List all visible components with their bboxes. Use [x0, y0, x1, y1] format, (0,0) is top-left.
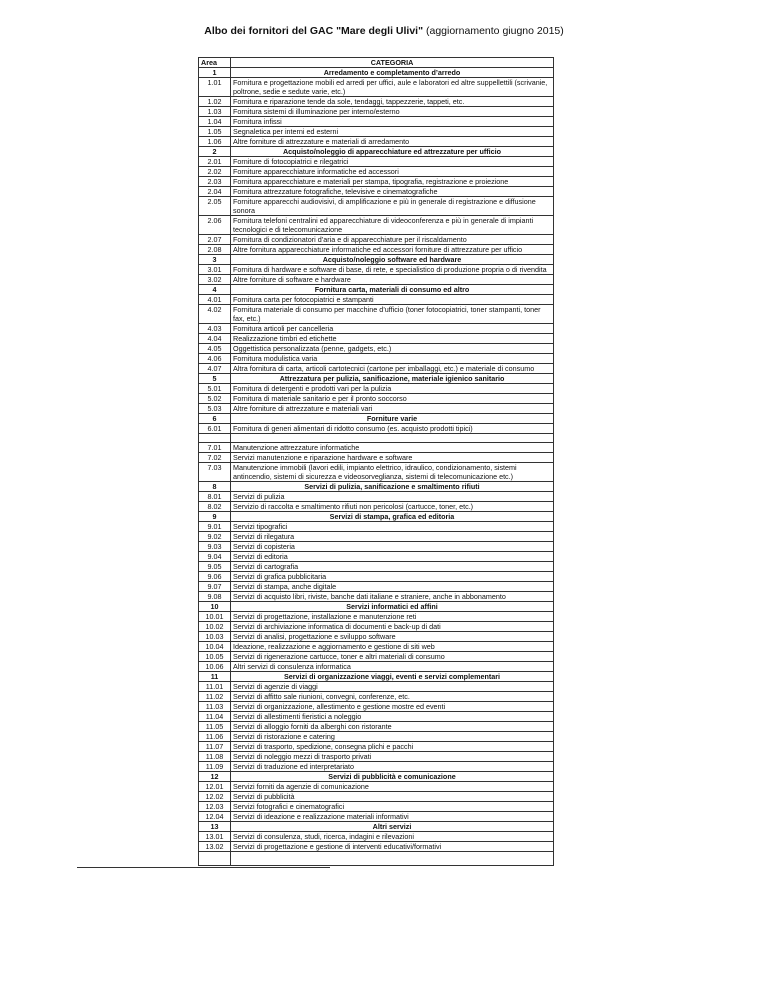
area-code: 5.02	[199, 394, 231, 404]
category-description: Forniture di fotocopiatrici e rilegatrici	[231, 157, 554, 167]
category-description: Servizi di progettazione e gestione di interventi educativi/formativi	[231, 842, 554, 852]
section-row	[199, 482, 554, 492]
category-description: Servizi di acquisto libri, riviste, banche dati italiane e straniere, anche in abbonamento	[231, 592, 554, 602]
blank-row	[199, 434, 554, 443]
category-description: Fornitura infissi	[231, 117, 554, 127]
section-row	[199, 602, 554, 612]
category-description: Servizi di consulenza, studi, ricerca, indagini e rilevazioni	[231, 832, 554, 842]
category-description: Manutenzione immobili (lavori edili, impianto elettrico, idraulico, condizionamento, sistemi antincendio, sistemi di sicurezza e videosorveglianza, sistemi di telecomunicazione etc.)	[231, 463, 554, 482]
section-row	[199, 512, 554, 522]
area-code: 9.03	[199, 542, 231, 552]
area-code: 10.04	[199, 642, 231, 652]
table-row	[199, 177, 554, 187]
category-description: Fornitura materiale di consumo per macchine d’ufficio (toner fotocopiatrici, toner stampanti, toner fax, etc.)	[231, 305, 554, 324]
category-description: Servizi di analisi, progettazione e sviluppo software	[231, 632, 554, 642]
category-description: Fornitura di detergenti e prodotti vari per la pulizia	[231, 384, 554, 394]
area-code: 7.03	[199, 463, 231, 482]
area-code: 4.03	[199, 324, 231, 334]
table-row	[199, 344, 554, 354]
section-title: Altri servizi	[231, 822, 554, 832]
table-row	[199, 137, 554, 147]
section-title: Acquisto/noleggio software ed hardware	[231, 255, 554, 265]
section-row	[199, 147, 554, 157]
table-row	[199, 463, 554, 482]
table-row	[199, 394, 554, 404]
area-code: 12.02	[199, 792, 231, 802]
category-description: Fornitura articoli per cancelleria	[231, 324, 554, 334]
area-code: 4.04	[199, 334, 231, 344]
category-description: Fornitura sistemi di illuminazione per interno/esterno	[231, 107, 554, 117]
table-row	[199, 107, 554, 117]
category-description: Servizi di cartografia	[231, 562, 554, 572]
area-code: 4.05	[199, 344, 231, 354]
category-description: Forniture apparecchiature informatiche ed accessori	[231, 167, 554, 177]
category-description: Servizi di archiviazione informatica di documenti e back-up di dati	[231, 622, 554, 632]
category-description: Fornitura di materiale sanitario e per il pronto soccorso	[231, 394, 554, 404]
section-row	[199, 255, 554, 265]
area-code: 1.03	[199, 107, 231, 117]
area-code: 4.06	[199, 354, 231, 364]
category-description: Servizi di rilegatura	[231, 532, 554, 542]
table-row	[199, 542, 554, 552]
section-title: Servizi informatici ed affini	[231, 602, 554, 612]
table-row	[199, 632, 554, 642]
category-description: Fornitura di generi alimentari di ridotto consumo (es. acquisto prodotti tipici)	[231, 424, 554, 434]
title-sub: (aggiornamento giugno 2015)	[423, 25, 564, 37]
table-row	[199, 404, 554, 414]
category-description: Manutenzione attrezzature informatiche	[231, 443, 554, 453]
section-number: 5	[199, 374, 231, 384]
area-code: 7.02	[199, 453, 231, 463]
table-row	[199, 187, 554, 197]
area-code	[199, 852, 231, 866]
area-code: 12.01	[199, 782, 231, 792]
category-table	[198, 57, 554, 866]
section-row	[199, 374, 554, 384]
area-code: 10.05	[199, 652, 231, 662]
area-code: 2.04	[199, 187, 231, 197]
area-code: 3.01	[199, 265, 231, 275]
area-code: 9.04	[199, 552, 231, 562]
table-row	[199, 802, 554, 812]
table-row	[199, 842, 554, 852]
blank-row	[199, 852, 554, 866]
table-row	[199, 762, 554, 772]
section-number: 13	[199, 822, 231, 832]
table-row	[199, 532, 554, 542]
table-row	[199, 275, 554, 285]
section-number: 2	[199, 147, 231, 157]
category-description: Forniture apparecchi audiovisivi, di amplificazione e più in generale di registrazione e diffusione sonora	[231, 197, 554, 216]
area-code: 4.01	[199, 295, 231, 305]
table-row	[199, 572, 554, 582]
table-row	[199, 235, 554, 245]
area-code: 1.06	[199, 137, 231, 147]
section-number: 10	[199, 602, 231, 612]
category-description: Oggettistica personalizzata (penne, gadgets, etc.)	[231, 344, 554, 354]
area-code: 5.01	[199, 384, 231, 394]
area-code: 10.03	[199, 632, 231, 642]
table-row	[199, 502, 554, 512]
table-row	[199, 443, 554, 453]
table-row	[199, 167, 554, 177]
category-table-wrapper	[198, 57, 554, 866]
category-description: Altre fornitura apparecchiature informatiche ed accessori forniture di attrezzature per ufficio	[231, 245, 554, 255]
category-description: Fornitura di hardware e software di base, di rete, e specialistico di produzione propria o di rivendita	[231, 265, 554, 275]
section-title: Attrezzatura per pulizia, sanificazione, materiale igienico sanitario	[231, 374, 554, 384]
section-number: 12	[199, 772, 231, 782]
title-main: Albo dei fornitori del GAC "Mare degli Ulivi"	[204, 25, 424, 37]
area-code: 5.03	[199, 404, 231, 414]
category-description: Servizi di alloggio forniti da alberghi con ristorante	[231, 722, 554, 732]
category-description: Servizi di affitto sale riunioni, convegni, conferenze, etc.	[231, 692, 554, 702]
area-code: 1.02	[199, 97, 231, 107]
area-code: 1.04	[199, 117, 231, 127]
table-row	[199, 652, 554, 662]
section-title: Arredamento e completamento d’arredo	[231, 68, 554, 78]
area-code	[199, 434, 231, 443]
table-row	[199, 492, 554, 502]
category-description: Servizi di noleggio mezzi di trasporto privati	[231, 752, 554, 762]
table-row	[199, 78, 554, 97]
category-description	[231, 434, 554, 443]
area-code: 2.03	[199, 177, 231, 187]
category-description	[231, 852, 554, 866]
area-code: 9.05	[199, 562, 231, 572]
table-row	[199, 582, 554, 592]
area-code: 2.06	[199, 216, 231, 235]
table-row	[199, 682, 554, 692]
section-title: Acquisto/noleggio di apparecchiature ed attrezzature per ufficio	[231, 147, 554, 157]
category-description: Altri servizi di consulenza informatica	[231, 662, 554, 672]
area-code: 11.02	[199, 692, 231, 702]
area-code: 9.01	[199, 522, 231, 532]
table-row	[199, 157, 554, 167]
area-code: 9.08	[199, 592, 231, 602]
table-row	[199, 97, 554, 107]
category-description: Altre forniture di attrezzature e materiali vari	[231, 404, 554, 414]
table-row	[199, 216, 554, 235]
area-code: 1.05	[199, 127, 231, 137]
category-description: Servizi di editoria	[231, 552, 554, 562]
category-description: Fornitura di condizionatori d’aria e di apparecchiature per il riscaldamento	[231, 235, 554, 245]
section-title: Servizi di stampa, grafica ed editoria	[231, 512, 554, 522]
section-number: 3	[199, 255, 231, 265]
area-code: 2.02	[199, 167, 231, 177]
table-row	[199, 197, 554, 216]
table-row	[199, 364, 554, 374]
category-description: Servizi fotografici e cinematografici	[231, 802, 554, 812]
area-code: 13.01	[199, 832, 231, 842]
section-title: Fornitura carta, materiali di consumo ed altro	[231, 285, 554, 295]
table-row	[199, 812, 554, 822]
table-row	[199, 782, 554, 792]
table-row	[199, 354, 554, 364]
category-description: Servizi forniti da agenzie di comunicazione	[231, 782, 554, 792]
table-row	[199, 742, 554, 752]
section-row	[199, 772, 554, 782]
category-description: Servizi di ideazione e realizzazione materiali informativi	[231, 812, 554, 822]
table-row	[199, 305, 554, 324]
table-row	[199, 622, 554, 632]
area-code: 11.06	[199, 732, 231, 742]
table-header-row	[199, 58, 554, 68]
category-description: Altre forniture di attrezzature e materiali di arredamento	[231, 137, 554, 147]
category-description: Altre forniture di software e hardware	[231, 275, 554, 285]
table-row	[199, 752, 554, 762]
table-row	[199, 117, 554, 127]
section-number: 6	[199, 414, 231, 424]
table-row	[199, 592, 554, 602]
area-code: 3.02	[199, 275, 231, 285]
area-code: 11.08	[199, 752, 231, 762]
area-code: 8.01	[199, 492, 231, 502]
category-description: Servizi di pubblicità	[231, 792, 554, 802]
area-code: 11.01	[199, 682, 231, 692]
category-description: Servizi di ristorazione e catering	[231, 732, 554, 742]
section-number: 1	[199, 68, 231, 78]
category-description: Ideazione, realizzazione e aggiornamento e gestione di siti web	[231, 642, 554, 652]
table-row	[199, 265, 554, 275]
table-row	[199, 324, 554, 334]
area-code: 11.05	[199, 722, 231, 732]
area-code: 9.07	[199, 582, 231, 592]
category-description: Fornitura e progettazione mobili ed arredi per uffici, aule e laboratori ed altre suppellettili (scrivanie, poltrone, sedie e sedute varie, etc.)	[231, 78, 554, 97]
category-description: Altra fornitura di carta, articoli cartotecnici (cartone per imballaggi, etc.) e materiale di consumo	[231, 364, 554, 374]
category-description: Fornitura telefoni centralini ed apparecchiature di videoconferenza e più in generale di impianti tecnologici e di telecomunicazione	[231, 216, 554, 235]
category-description: Servizi di allestimenti fieristici a noleggio	[231, 712, 554, 722]
category-description: Servizi tipografici	[231, 522, 554, 532]
category-description: Realizzazione timbri ed etichette	[231, 334, 554, 344]
area-code: 8.02	[199, 502, 231, 512]
area-code: 10.01	[199, 612, 231, 622]
table-row	[199, 245, 554, 255]
table-row	[199, 295, 554, 305]
category-description: Servizio di raccolta e smaltimento rifiuti non pericolosi (cartucce, toner, etc.)	[231, 502, 554, 512]
table-row	[199, 552, 554, 562]
area-code: 11.04	[199, 712, 231, 722]
section-row	[199, 68, 554, 78]
table-row	[199, 424, 554, 434]
table-row	[199, 832, 554, 842]
area-code: 10.06	[199, 662, 231, 672]
area-code: 2.08	[199, 245, 231, 255]
area-code: 2.07	[199, 235, 231, 245]
table-row	[199, 792, 554, 802]
section-row	[199, 822, 554, 832]
category-description: Fornitura e riparazione tende da sole, tendaggi, tappezzerie, tappeti, etc.	[231, 97, 554, 107]
section-number: 4	[199, 285, 231, 295]
area-code: 2.05	[199, 197, 231, 216]
section-title: Servizi di organizzazione viaggi, eventi e servizi complementari	[231, 672, 554, 682]
category-description: Fornitura carta per fotocopiatrici e stampanti	[231, 295, 554, 305]
category-description: Servizi di rigenerazione cartucce, toner e altri materiali di consumo	[231, 652, 554, 662]
table-row	[199, 722, 554, 732]
table-row	[199, 127, 554, 137]
area-code: 11.03	[199, 702, 231, 712]
table-row	[199, 384, 554, 394]
area-code: 4.07	[199, 364, 231, 374]
category-description: Fornitura apparecchiature e materiali per stampa, tipografia, registrazione e proiezione	[231, 177, 554, 187]
area-code: 4.02	[199, 305, 231, 324]
area-code: 11.07	[199, 742, 231, 752]
table-row	[199, 562, 554, 572]
table-row	[199, 732, 554, 742]
area-code: 2.01	[199, 157, 231, 167]
area-code: 9.02	[199, 532, 231, 542]
category-description: Servizi di agenzie di viaggi	[231, 682, 554, 692]
section-number: 9	[199, 512, 231, 522]
header-area: Area	[199, 58, 231, 68]
category-description: Servizi di pulizia	[231, 492, 554, 502]
document-title	[0, 25, 768, 37]
table-row	[199, 692, 554, 702]
category-description: Servizi manutenzione e riparazione hardware e software	[231, 453, 554, 463]
category-description: Fornitura modulistica varia	[231, 354, 554, 364]
footnote-separator	[77, 867, 330, 868]
table-row	[199, 642, 554, 652]
category-description: Servizi di stampa, anche digitale	[231, 582, 554, 592]
section-row	[199, 414, 554, 424]
area-code: 12.04	[199, 812, 231, 822]
table-row	[199, 712, 554, 722]
area-code: 7.01	[199, 443, 231, 453]
area-code: 9.06	[199, 572, 231, 582]
area-code: 11.09	[199, 762, 231, 772]
section-title: Forniture varie	[231, 414, 554, 424]
table-row	[199, 702, 554, 712]
section-row	[199, 672, 554, 682]
area-code: 13.02	[199, 842, 231, 852]
section-number: 11	[199, 672, 231, 682]
category-description: Servizi di organizzazione, allestimento e gestione mostre ed eventi	[231, 702, 554, 712]
area-code: 12.03	[199, 802, 231, 812]
category-description: Segnaletica per interni ed esterni	[231, 127, 554, 137]
table-row	[199, 334, 554, 344]
section-title: Servizi di pulizia, sanificazione e smaltimento rifiuti	[231, 482, 554, 492]
category-description: Servizi di trasporto, spedizione, consegna plichi e pacchi	[231, 742, 554, 752]
header-categoria: CATEGORIA	[231, 58, 554, 68]
section-number: 8	[199, 482, 231, 492]
table-row	[199, 453, 554, 463]
area-code: 6.01	[199, 424, 231, 434]
area-code: 1.01	[199, 78, 231, 97]
category-description: Servizi di grafica pubblicitaria	[231, 572, 554, 582]
section-title: Servizi di pubblicità e comunicazione	[231, 772, 554, 782]
section-row	[199, 285, 554, 295]
table-row	[199, 522, 554, 532]
category-description: Servizi di copisteria	[231, 542, 554, 552]
category-description: Fornitura attrezzature fotografiche, televisive e cinematografiche	[231, 187, 554, 197]
table-row	[199, 662, 554, 672]
category-description: Servizi di progettazione, installazione e manutenzione reti	[231, 612, 554, 622]
area-code: 10.02	[199, 622, 231, 632]
table-row	[199, 612, 554, 622]
category-description: Servizi di traduzione ed interpretariato	[231, 762, 554, 772]
